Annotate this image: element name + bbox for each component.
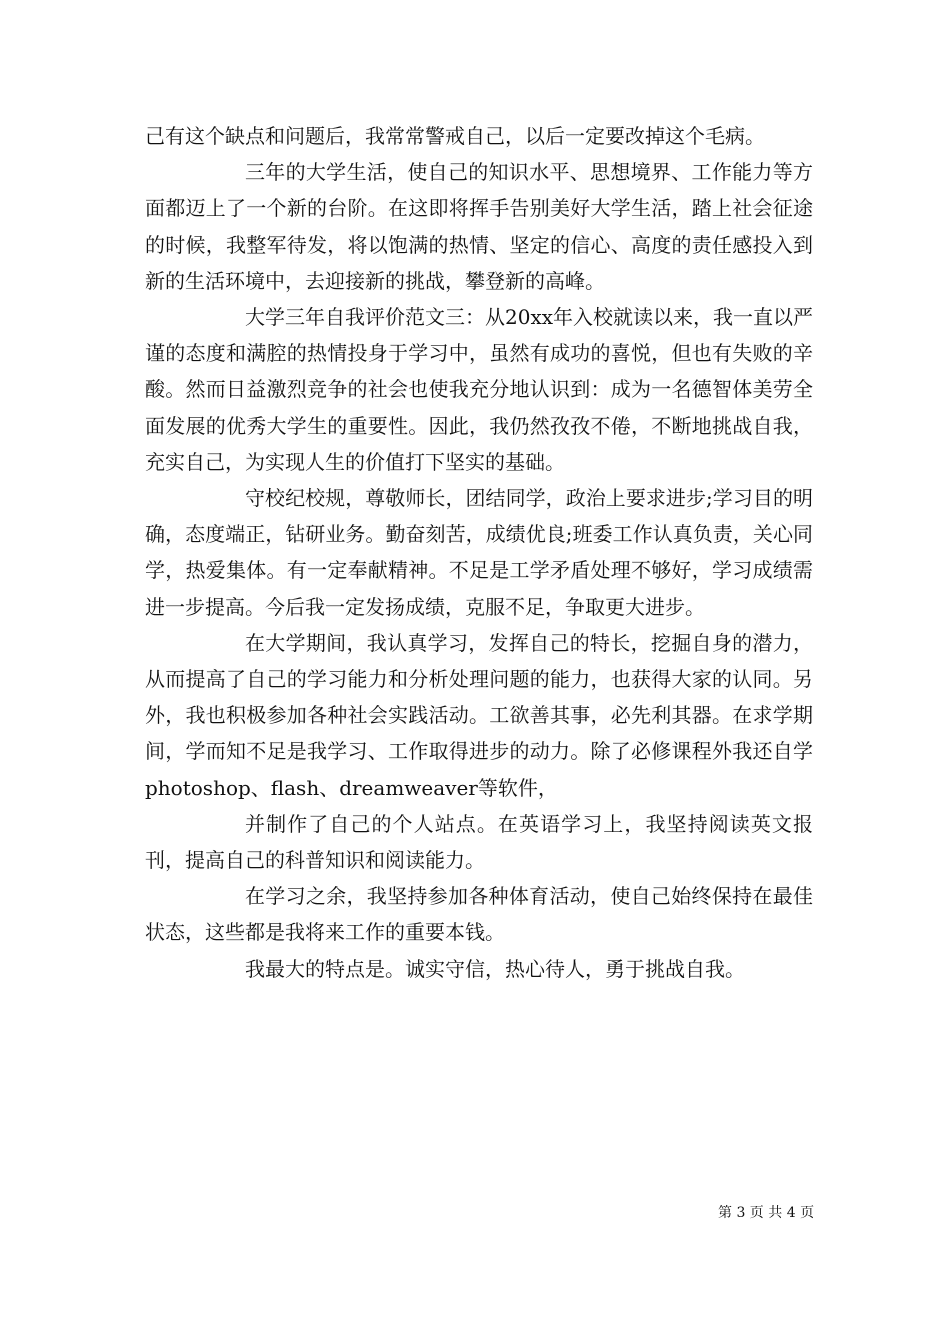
paragraph-5: 在大学期间，我认真学习，发挥自己的特长，挖掘自身的潜力，从而提高了自己的学习能力和分析处理问题的能力，也获得大家的认同。另外，我也积极参加各种社会实践活动。工欲善其事，必先利其器。在求学期间，学而知不足是我学习、工作取得进步的动力。除了必修课程外我还自学photoshop、flash、dreamweaver等软件，: [145, 630, 813, 800]
paragraph-4: 守校纪校规，尊敬师长，团结同学，政治上要求进步;学习目的明确，态度端正，钻研业务。勤奋刻苦，成绩优良;班委工作认真负责，关心同学，热爱集体。有一定奉献精神。不足是工学矛盾处理不够好，学习成绩需进一步提高。今后我一定发扬成绩，克服不足，争取更大进步。: [145, 486, 813, 619]
paragraph-8: 我最大的特点是。诚实守信，热心待人，勇于挑战自我。: [245, 956, 745, 981]
paragraph-6: 并制作了自己的个人站点。在英语学习上，我坚持阅读英文报刊，提高自己的科普知识和阅读能力。: [145, 811, 813, 873]
paragraph-2: 三年的大学生活，使自己的知识水平、思想境界、工作能力等方面都迈上了一个新的台阶。在这即将挥手告别美好大学生活，踏上社会征途的时候，我整军待发，将以饱满的热情、坚定的信心、高度的责任感投入到新的生活环境中，去迎接新的挑战，攀登新的高峰。: [145, 160, 813, 293]
paragraph-1: 己有这个缺点和问题后，我常常警戒自己，以后一定要改掉这个毛病。: [145, 124, 765, 148]
page-number-footer: 第 3 页 共 4 页: [718, 1205, 815, 1221]
paragraph-3: 大学三年自我评价范文三：从20xx年入校就读以来，我一直以严谨的态度和满腔的热情投身于学习中，虽然有成功的喜悦，但也有失败的辛酸。然而日益激烈竞争的社会也使我充分地认识到：成为一名德智体美劳全面发展的优秀大学生的重要性。因此，我仍然孜孜不倦，不断地挑战自我，充实自己，为实现人生的价值打下坚实的基础。: [145, 305, 814, 474]
paragraph-7: 在学习之余，我坚持参加各种体育活动，使自己始终保持在最佳状态，这些都是我将来工作的重要本钱。: [145, 884, 813, 945]
document-body: [145, 118, 813, 987]
